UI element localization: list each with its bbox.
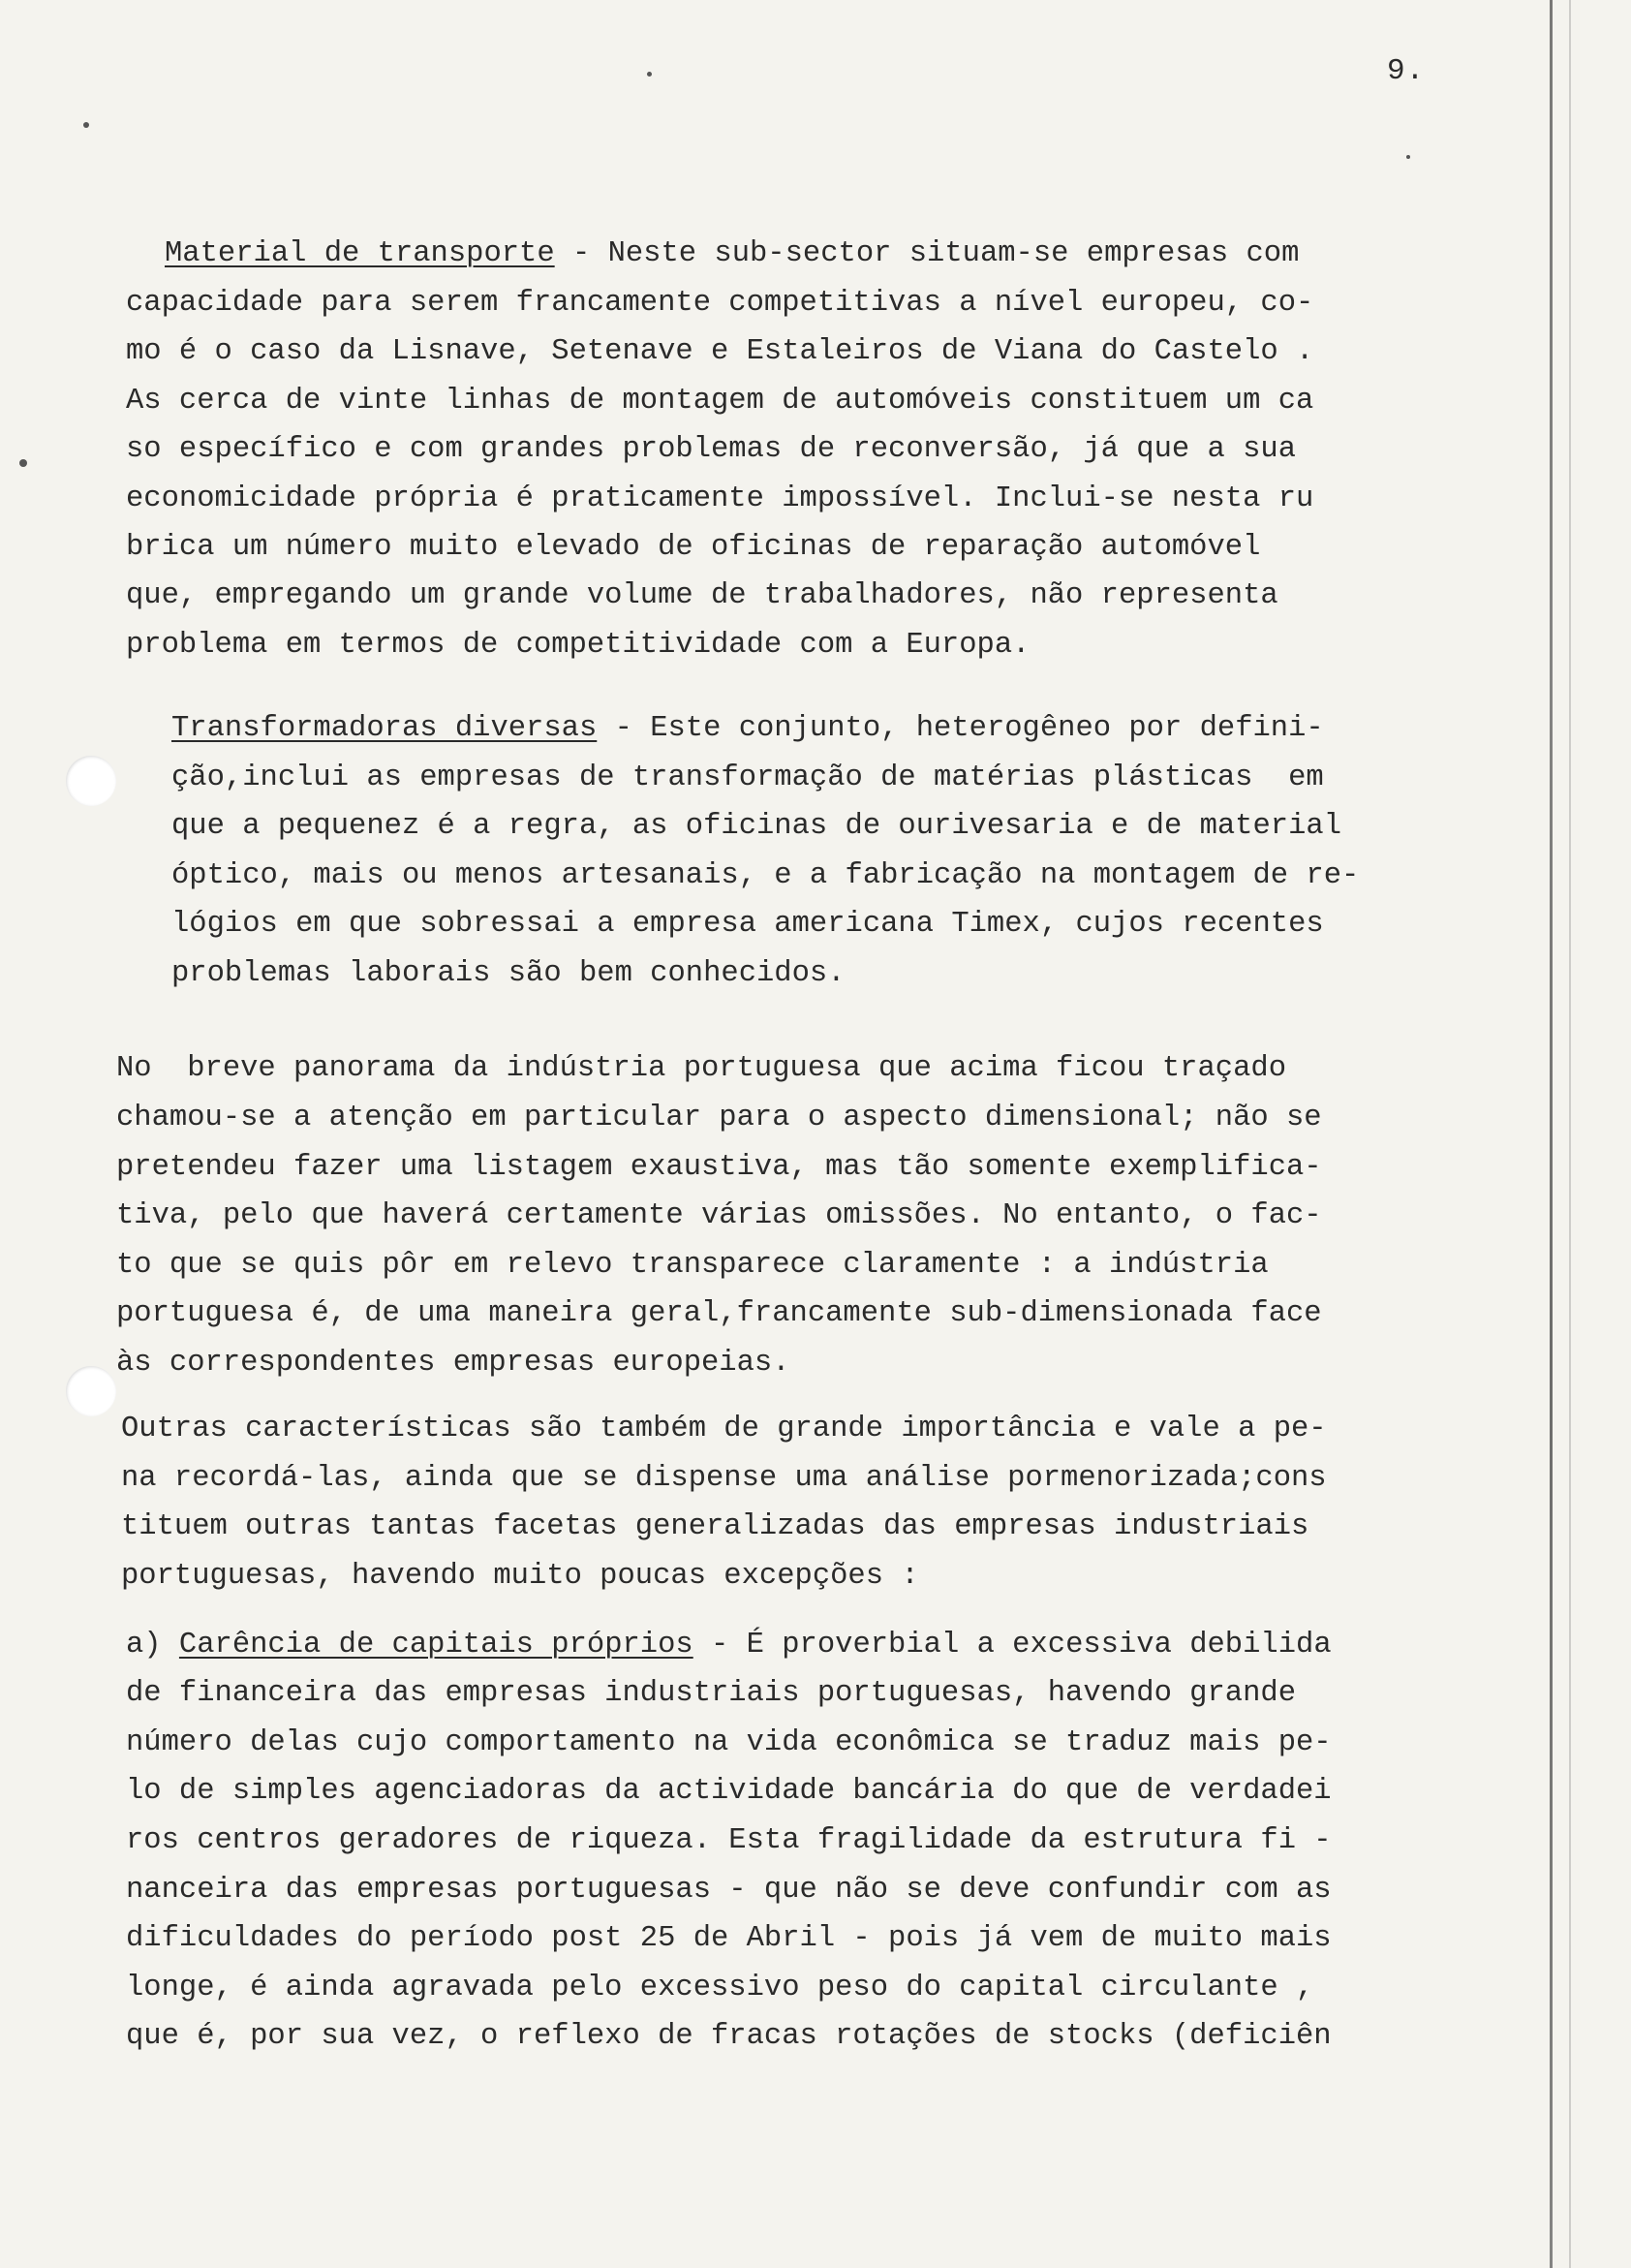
text-segment: lógios em que sobressai a empresa americana Timex, cujos recentes (171, 908, 1324, 941)
text-line (121, 1559, 919, 1594)
binding-edge-shadow (1569, 0, 1571, 2268)
text-segment: ção,inclui as empresas de transformação de matérias plásticas em (171, 761, 1324, 794)
text-segment: portuguesas, havendo muito poucas excepções : (121, 1560, 919, 1593)
text-segment: portuguesa é, de uma maneira geral,francamente sub-dimensionada face (116, 1297, 1322, 1330)
text-line (126, 530, 1260, 565)
text-line (171, 956, 846, 991)
underlined-heading: Transformadoras diversas (171, 712, 598, 745)
text-segment: chamou-se a atenção em particular para o aspecto dimensional; não se (116, 1102, 1322, 1134)
text-line (126, 384, 1313, 419)
text-line (171, 907, 1324, 942)
text-segment: to que se quis pôr em relevo transparece claramente : a indústria (116, 1249, 1269, 1282)
text-segment: capacidade para serem francamente competitivas a nível europeu, co- (126, 287, 1314, 320)
text-line (126, 1628, 1332, 1662)
binding-edge (1550, 0, 1553, 2268)
ink-speck (83, 122, 89, 128)
text-line (126, 1725, 1332, 1760)
text-segment: número delas cujo comportamento na vida econômica se traduz mais pe- (126, 1726, 1332, 1759)
text-segment: so específico e com grandes problemas de reconversão, já que a sua (126, 433, 1296, 466)
text-segment: problemas laborais são bem conhecidos. (171, 957, 846, 990)
punch-hole (66, 1366, 116, 1416)
text-line (121, 1509, 1308, 1544)
text-segment: - Este conjunto, heterogêneo por defini- (597, 712, 1324, 745)
text-line (126, 482, 1313, 516)
text-line (126, 2019, 1332, 2054)
punch-hole (66, 756, 116, 806)
text-line (121, 1412, 1327, 1446)
text-line (126, 1873, 1332, 1908)
text-line (116, 1150, 1322, 1185)
text-line (116, 1101, 1322, 1135)
text-line (171, 809, 1341, 844)
text-segment: lo de simples agenciadoras da actividade bancária do que de verdadei (126, 1775, 1332, 1808)
text-line (116, 1198, 1322, 1233)
text-line (116, 1248, 1269, 1283)
text-line (126, 1971, 1313, 2005)
text-segment: - Neste sub-sector situam-se empresas com (554, 237, 1300, 270)
text-line (121, 1461, 1327, 1496)
text-line (126, 1774, 1332, 1809)
text-segment: brica um número muito elevado de oficinas de reparação automóvel (126, 531, 1261, 564)
text-line (126, 1823, 1332, 1858)
text-line (165, 236, 1299, 271)
text-line (171, 858, 1359, 893)
text-line (116, 1346, 790, 1381)
text-segment: As cerca de vinte linhas de montagem de automóveis constituem um ca (126, 385, 1314, 418)
ink-speck (647, 72, 652, 77)
text-line (116, 1051, 1286, 1086)
underlined-heading: Material de transporte (165, 237, 555, 270)
text-segment: - É proverbial a excessiva debilida (692, 1629, 1332, 1662)
text-segment: dificuldades do período post 25 de Abril - pois já vem de muito mais (126, 1922, 1332, 1955)
text-segment: tituem outras tantas facetas generalizadas das empresas industriais (121, 1510, 1309, 1543)
text-segment: a) (126, 1629, 179, 1662)
text-segment: na recordá-las, ainda que se dispense uma análise pormenorizada;cons (121, 1462, 1327, 1495)
text-segment: nanceira das empresas portuguesas - que não se deve confundir com as (126, 1874, 1332, 1907)
text-line (126, 578, 1278, 613)
text-segment: longe, é ainda agravada pelo excessivo peso do capital circulante , (126, 1972, 1314, 2004)
text-segment: pretendeu fazer uma listagem exaustiva, mas tão somente exemplifica- (116, 1151, 1322, 1184)
ink-speck (1406, 155, 1410, 159)
text-segment: que, empregando um grande volume de trabalhadores, não representa (126, 579, 1278, 612)
text-segment: problema em termos de competitividade com a Europa. (126, 629, 1031, 662)
text-line (126, 334, 1313, 369)
text-line (116, 1296, 1322, 1331)
ink-speck (19, 459, 27, 467)
text-segment: No breve panorama da indústria portuguesa que acima ficou traçado (116, 1052, 1286, 1085)
text-segment: que é, por sua vez, o reflexo de fracas rotações de stocks (deficiên (126, 2020, 1332, 2053)
text-segment: tiva, pelo que haverá certamente várias omissões. No entanto, o fac- (116, 1199, 1322, 1232)
text-line (126, 1676, 1296, 1711)
text-segment: de financeira das empresas industriais portuguesas, havendo grande (126, 1677, 1296, 1710)
underlined-heading: Carência de capitais próprios (178, 1629, 693, 1662)
text-segment: mo é o caso da Lisnave, Setenave e Estaleiros de Viana do Castelo . (126, 335, 1314, 368)
text-segment: Outras características são também de grande importância e vale a pe- (121, 1413, 1327, 1445)
text-segment: óptico, mais ou menos artesanais, e a fabricação na montagem de re- (171, 859, 1360, 892)
text-line (126, 1921, 1332, 1956)
page-number: 9. (1387, 54, 1426, 88)
text-line (171, 761, 1324, 795)
text-segment: às correspondentes empresas europeias. (116, 1347, 790, 1380)
text-line (171, 711, 1324, 746)
text-segment: economicidade própria é praticamente impossível. Inclui-se nesta ru (126, 482, 1314, 515)
text-line (126, 432, 1296, 467)
text-line (126, 286, 1313, 321)
text-segment: ros centros geradores de riqueza. Esta fragilidade da estrutura fi - (126, 1824, 1332, 1857)
text-line (126, 628, 1030, 663)
text-segment: que a pequenez é a regra, as oficinas de ourivesaria e de material (171, 810, 1341, 843)
